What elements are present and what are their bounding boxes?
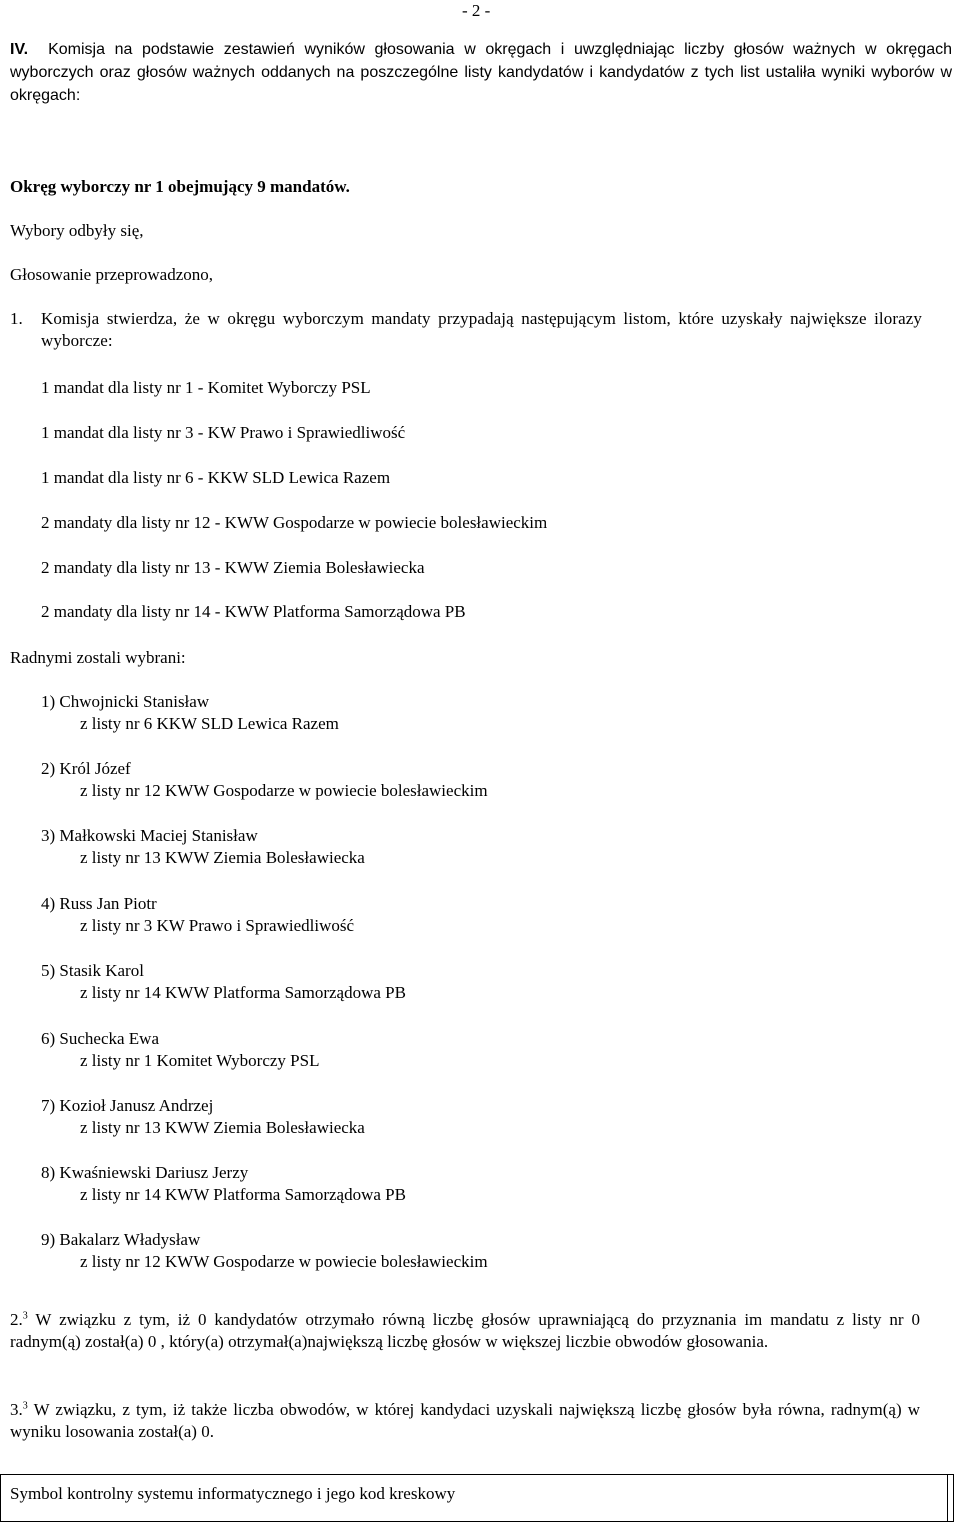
section-numeral: IV. [10,41,29,58]
candidate-entry [41,1229,488,1273]
candidate-list: z listy nr 14 KWW Platforma Samorządowa PB [80,1185,406,1204]
candidate-list: z listy nr 6 KKW SLD Lewica Razem [80,714,339,733]
candidate-list: z listy nr 14 KWW Platforma Samorządowa PB [80,983,406,1002]
candidate-entry [41,758,488,802]
mandate-line: 1 mandat dla listy nr 6 - KKW SLD Lewica Razem [41,468,391,487]
paragraph-2-text: W związku z tym, iż 0 kandydatów otrzymało równą liczbę głosów uprawniającą do przyznania im mandatu z listy nr 0 radnym(ą) został(a) 0 , który(a) otrzymał(a)największą liczbę głosów w większej liczbie obwodów głosowania. [10,1310,920,1351]
candidate-name: 7) Kozioł Janusz Andrzej [41,1096,214,1115]
item-1 [10,308,922,352]
item-1-number: 1. [10,309,23,328]
mandate-line: 2 mandaty dla listy nr 13 - KWW Ziemia Bolesławiecka [41,558,425,577]
item-1-text: Komisja stwierdza, że w okręgu wyborczym mandaty przypadają następującym listom, które uzyskały największe ilorazy wyborcze: [41,309,922,350]
elections-held: Wybory odbyły się, [10,221,144,240]
candidate-name: 9) Bakalarz Władysław [41,1230,201,1249]
paragraph-2-number: 2. [10,1310,23,1329]
voting-conducted: Głosowanie przeprowadzono, [10,265,213,284]
elected-label: Radnymi zostali wybrani: [10,648,186,667]
control-symbol-box [0,1474,954,1522]
candidate-list: z listy nr 12 KWW Gospodarze w powiecie bolesławieckim [80,1252,488,1271]
candidate-entry [41,1162,406,1206]
candidate-name: 6) Suchecka Ewa [41,1029,160,1048]
mandate-line: 2 mandaty dla listy nr 12 - KWW Gospodarze w powiecie bolesławieckim [41,513,548,532]
page-number: - 2 - [462,1,491,20]
district-heading: Okręg wyborczy nr 1 obejmujący 9 mandatów. [10,177,350,196]
candidate-entry [41,1095,365,1139]
paragraph-3-number: 3. [10,1400,23,1419]
mandate-line: 2 mandaty dla listy nr 14 - KWW Platforma Samorządowa PB [41,602,466,621]
candidate-name: 1) Chwojnicki Stanisław [41,692,210,711]
candidate-list: z listy nr 1 Komitet Wyborczy PSL [80,1051,320,1070]
candidate-name: 5) Stasik Karol [41,961,144,980]
candidate-entry [41,960,406,1004]
candidate-name: 8) Kwaśniewski Dariusz Jerzy [41,1163,249,1182]
candidate-list: z listy nr 13 KWW Ziemia Bolesławiecka [80,848,365,867]
candidate-name: 4) Russ Jan Piotr [41,894,157,913]
candidate-entry [41,691,339,735]
section-text: Komisja na podstawie zestawień wyników głosowania w okręgach i uwzględniając liczby głosów ważnych w okręgach wyborczych oraz głosów ważnych oddanych na poszczególne listy kandydatów i kandydatów z tych list ustaliła wyniki wyborów w okręgach: [10,41,952,104]
footnote-mark: 3 [22,1400,28,1412]
candidate-list: z listy nr 3 KW Prawo i Sprawiedliwość [80,916,355,935]
candidate-name: 3) Małkowski Maciej Stanisław [41,826,258,845]
mandate-line: 1 mandat dla listy nr 3 - KW Prawo i Sprawiedliwość [41,423,406,442]
candidate-entry [41,825,365,869]
paragraph-3-text: W związku, z tym, iż także liczba obwodów, w której kandydaci uzyskali największą liczbę głosów była równa, radnym(ą) w wyniku losowania został(a) 0. [10,1400,920,1441]
box-divider [947,1475,948,1521]
mandate-line: 1 mandat dla listy nr 1 - Komitet Wyborczy PSL [41,378,371,397]
paragraph-2 [10,1309,920,1353]
control-symbol-label: Symbol kontrolny systemu informatycznego i jego kod kreskowy [10,1484,456,1503]
candidate-list: z listy nr 12 KWW Gospodarze w powiecie bolesławieckim [80,781,488,800]
candidate-name: 2) Król Józef [41,759,131,778]
candidate-list: z listy nr 13 KWW Ziemia Bolesławiecka [80,1118,365,1137]
candidate-entry [41,1028,319,1072]
section-iv [10,38,952,107]
candidate-entry [41,893,354,937]
paragraph-3 [10,1399,920,1443]
footnote-mark: 3 [22,1310,28,1322]
